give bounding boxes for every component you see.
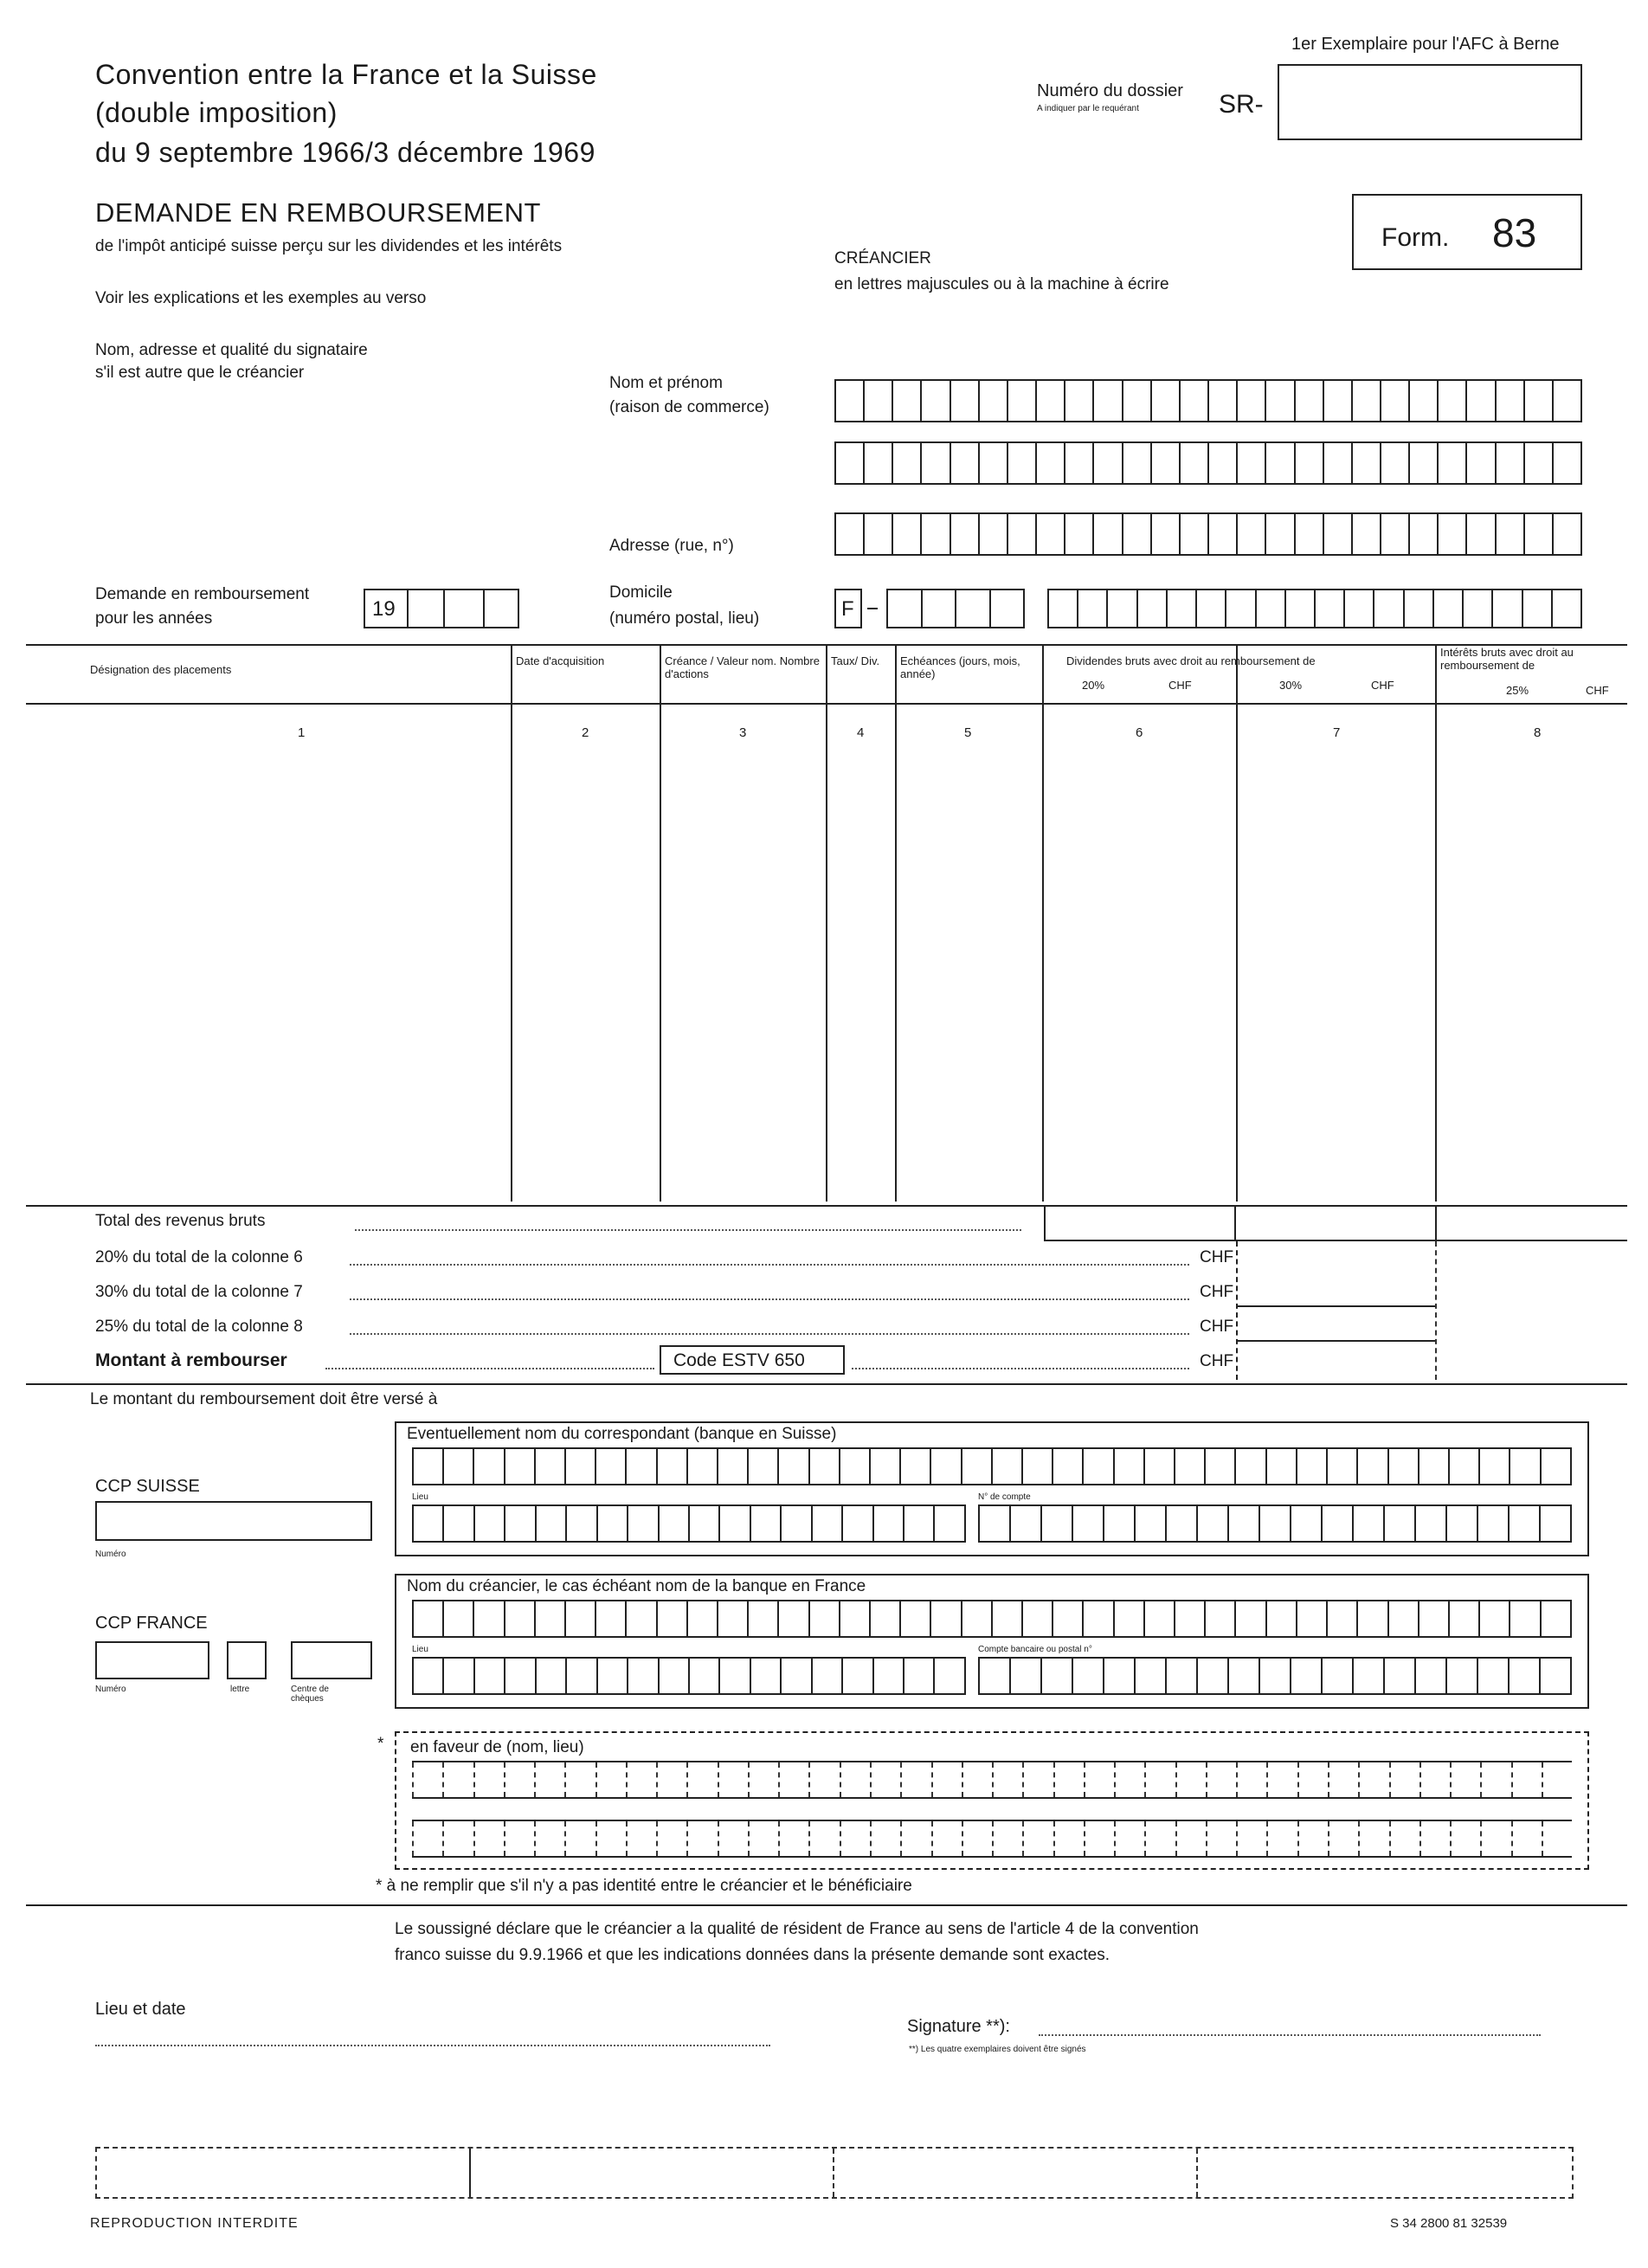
- code-estv-box: [660, 1345, 845, 1375]
- ccp-france-letter-field[interactable]: [227, 1641, 267, 1679]
- domicile-place-field[interactable]: [1047, 589, 1582, 628]
- col-number-3: 3: [739, 725, 747, 740]
- col-number-7: 7: [1333, 725, 1341, 740]
- amount-label: Montant à rembourser: [95, 1350, 287, 1370]
- sub-header-chf-7: CHF: [1371, 679, 1394, 692]
- name-label-2: (raison de commerce): [609, 398, 769, 416]
- declaration-line-2: franco suisse du 9.9.1966 et que les indications données dans la présente demande sont exactes.: [395, 1946, 1110, 1964]
- col-number-8: 8: [1534, 725, 1542, 740]
- total-gross-label: Total des revenus bruts: [95, 1212, 266, 1230]
- address-label: Adresse (rue, n°): [609, 537, 734, 555]
- total-col8-chf: CHF: [1200, 1318, 1234, 1336]
- signature-note: **) Les quatre exemplaires doivent être signés: [909, 2045, 1086, 2054]
- col-header-interets: Intérêts bruts avec droit au remboursement de: [1440, 646, 1574, 672]
- domicile-label-1: Domicile: [609, 583, 673, 602]
- total-col6-chf: CHF: [1200, 1248, 1234, 1266]
- ccp-france-label: CCP FRANCE: [95, 1614, 208, 1633]
- form-reference-code: S 34 2800 81 32539: [1390, 2216, 1508, 2231]
- correspondent-section: [395, 1421, 1589, 1556]
- total-gross-col7[interactable]: [1236, 1205, 1437, 1241]
- col-header-taux: Taux/ Div.: [831, 654, 880, 667]
- creditor-bank-lieu-field[interactable]: [412, 1657, 966, 1695]
- beneficiary-footnote: * à ne remplir que s'il n'y a pas identité entre le créancier et le bénéficiaire: [376, 1877, 912, 1895]
- years-label-2: pour les années: [95, 609, 213, 628]
- title-line-1: Convention entre la France et la Suisse: [95, 59, 597, 90]
- name-field-2[interactable]: [834, 441, 1582, 485]
- form-number-box: [1352, 194, 1582, 270]
- col-header-dividendes: Dividendes bruts avec droit au remboursement de: [1066, 654, 1316, 667]
- refund-amounts-area[interactable]: [1239, 1241, 1433, 1375]
- title-line-3: du 9 septembre 1966/3 décembre 1969: [95, 137, 595, 168]
- total-col6-label: 20% du total de la colonne 6: [95, 1248, 303, 1266]
- payment-intro: Le montant du remboursement doit être versé à: [90, 1390, 438, 1408]
- col-header-creance: Créance / Valeur nom. Nombre d'actions: [665, 654, 820, 680]
- request-title: DEMANDE EN REMBOURSEMENT: [95, 197, 541, 228]
- creditor-bank-label: Nom du créancier, le cas échéant nom de la banque en France: [407, 1577, 866, 1595]
- total-col7-label: 30% du total de la colonne 7: [95, 1283, 303, 1301]
- name-label-1: Nom et prénom: [609, 374, 723, 392]
- dossier-number-field[interactable]: [1278, 64, 1582, 140]
- code-estv: Code ESTV 650: [673, 1350, 805, 1370]
- creditor-bank-section: [395, 1574, 1589, 1709]
- form-number: 83: [1492, 210, 1537, 255]
- ccp-france-centre-label: Centre de chèques: [291, 1685, 329, 1704]
- signatory-label-1: Nom, adresse et qualité du signataire: [95, 341, 368, 359]
- creditor-bank-account-field[interactable]: [978, 1657, 1572, 1695]
- creditor-bank-lieu-label: Lieu: [412, 1645, 428, 1654]
- creditor-subtitle: en lettres majuscules ou à la machine à écrire: [834, 275, 1169, 293]
- name-field-1[interactable]: [834, 379, 1582, 422]
- years-field[interactable]: [364, 589, 519, 628]
- col-number-1: 1: [298, 725, 306, 740]
- col-number-6: 6: [1136, 725, 1143, 740]
- years-prefix: 19: [372, 597, 396, 621]
- place-date-label: Lieu et date: [95, 2000, 186, 2019]
- correspondent-account-field[interactable]: [978, 1504, 1572, 1543]
- total-col7-chf: CHF: [1200, 1283, 1234, 1301]
- dossier-label: Numéro du dossier: [1037, 81, 1183, 100]
- dossier-sublabel: A indiquer par le requérant: [1037, 104, 1139, 113]
- request-subtitle: de l'impôt anticipé suisse perçu sur les dividendes et les intérêts: [95, 237, 563, 255]
- office-use-box: [95, 2147, 1574, 2199]
- beneficiary-section: [395, 1731, 1589, 1870]
- ccp-france-centre-field[interactable]: [291, 1641, 372, 1679]
- place-date-line[interactable]: [95, 2045, 770, 2046]
- sub-header-20: 20%: [1082, 679, 1105, 692]
- creditor-title: CRÉANCIER: [834, 249, 931, 267]
- amount-chf: CHF: [1200, 1352, 1234, 1370]
- sub-header-chf-8: CHF: [1586, 684, 1609, 697]
- correspondent-name-field[interactable]: [412, 1447, 1572, 1485]
- faveur-asterisk: *: [377, 1735, 384, 1753]
- sub-header-25: 25%: [1506, 684, 1529, 697]
- col-header-echeances: Echéances (jours, mois, année): [900, 654, 1020, 680]
- explanations-note: Voir les explications et les exemples au verso: [95, 289, 427, 307]
- years-label-1: Demande en remboursement: [95, 585, 310, 603]
- country-code-box: [834, 589, 862, 628]
- postal-code-field[interactable]: [886, 589, 1025, 628]
- ccp-france-number-field[interactable]: [95, 1641, 209, 1679]
- beneficiary-label: en faveur de (nom, lieu): [410, 1738, 584, 1756]
- address-field[interactable]: [834, 512, 1582, 556]
- col-header-date: Date d'acquisition: [516, 654, 605, 667]
- beneficiary-name-field[interactable]: [412, 1761, 1572, 1799]
- title-line-2: (double imposition): [95, 97, 338, 128]
- signature-label: Signature **):: [907, 2017, 1010, 2036]
- ccp-suisse-number-field[interactable]: [95, 1501, 372, 1541]
- correspondent-account-label: N° de compte: [978, 1492, 1031, 1502]
- creditor-bank-account-label: Compte bancaire ou postal n°: [978, 1645, 1092, 1654]
- signature-line[interactable]: [1039, 2034, 1541, 2036]
- ccp-suisse-label: CCP SUISSE: [95, 1477, 200, 1496]
- signatory-label-2: s'il est autre que le créancier: [95, 364, 305, 382]
- correspondent-label: Eventuellement nom du correspondant (banque en Suisse): [407, 1425, 837, 1443]
- placements-entry-area[interactable]: [28, 744, 1620, 1200]
- total-gross-col6[interactable]: [1044, 1205, 1236, 1241]
- country-code: F: [841, 597, 854, 621]
- beneficiary-place-field[interactable]: [412, 1820, 1572, 1858]
- total-col8-label: 25% du total de la colonne 8: [95, 1318, 303, 1336]
- col-number-5: 5: [964, 725, 972, 740]
- creditor-bank-name-field[interactable]: [412, 1600, 1572, 1638]
- ccp-france-letter-label: lettre: [230, 1685, 250, 1694]
- domicile-label-2: (numéro postal, lieu): [609, 609, 760, 628]
- copy-note: 1er Exemplaire pour l'AFC à Berne: [1291, 35, 1560, 54]
- form-label: Form.: [1381, 223, 1450, 252]
- sub-header-chf-6: CHF: [1168, 679, 1192, 692]
- ccp-suisse-number-label: Numéro: [95, 1550, 126, 1559]
- col-number-2: 2: [582, 725, 589, 740]
- reproduction-notice: REPRODUCTION INTERDITE: [90, 2216, 299, 2231]
- correspondent-lieu-field[interactable]: [412, 1504, 966, 1543]
- sub-header-30: 30%: [1279, 679, 1303, 692]
- ccp-france-number-label: Numéro: [95, 1685, 126, 1694]
- col-number-4: 4: [857, 725, 865, 740]
- correspondent-lieu-label: Lieu: [412, 1492, 428, 1502]
- dossier-prefix: SR-: [1219, 90, 1264, 119]
- col-header-designation: Désignation des placements: [90, 663, 232, 676]
- declaration-line-1: Le soussigné déclare que le créancier a la qualité de résident de France au sens de l'article 4 de la convention: [395, 1920, 1199, 1938]
